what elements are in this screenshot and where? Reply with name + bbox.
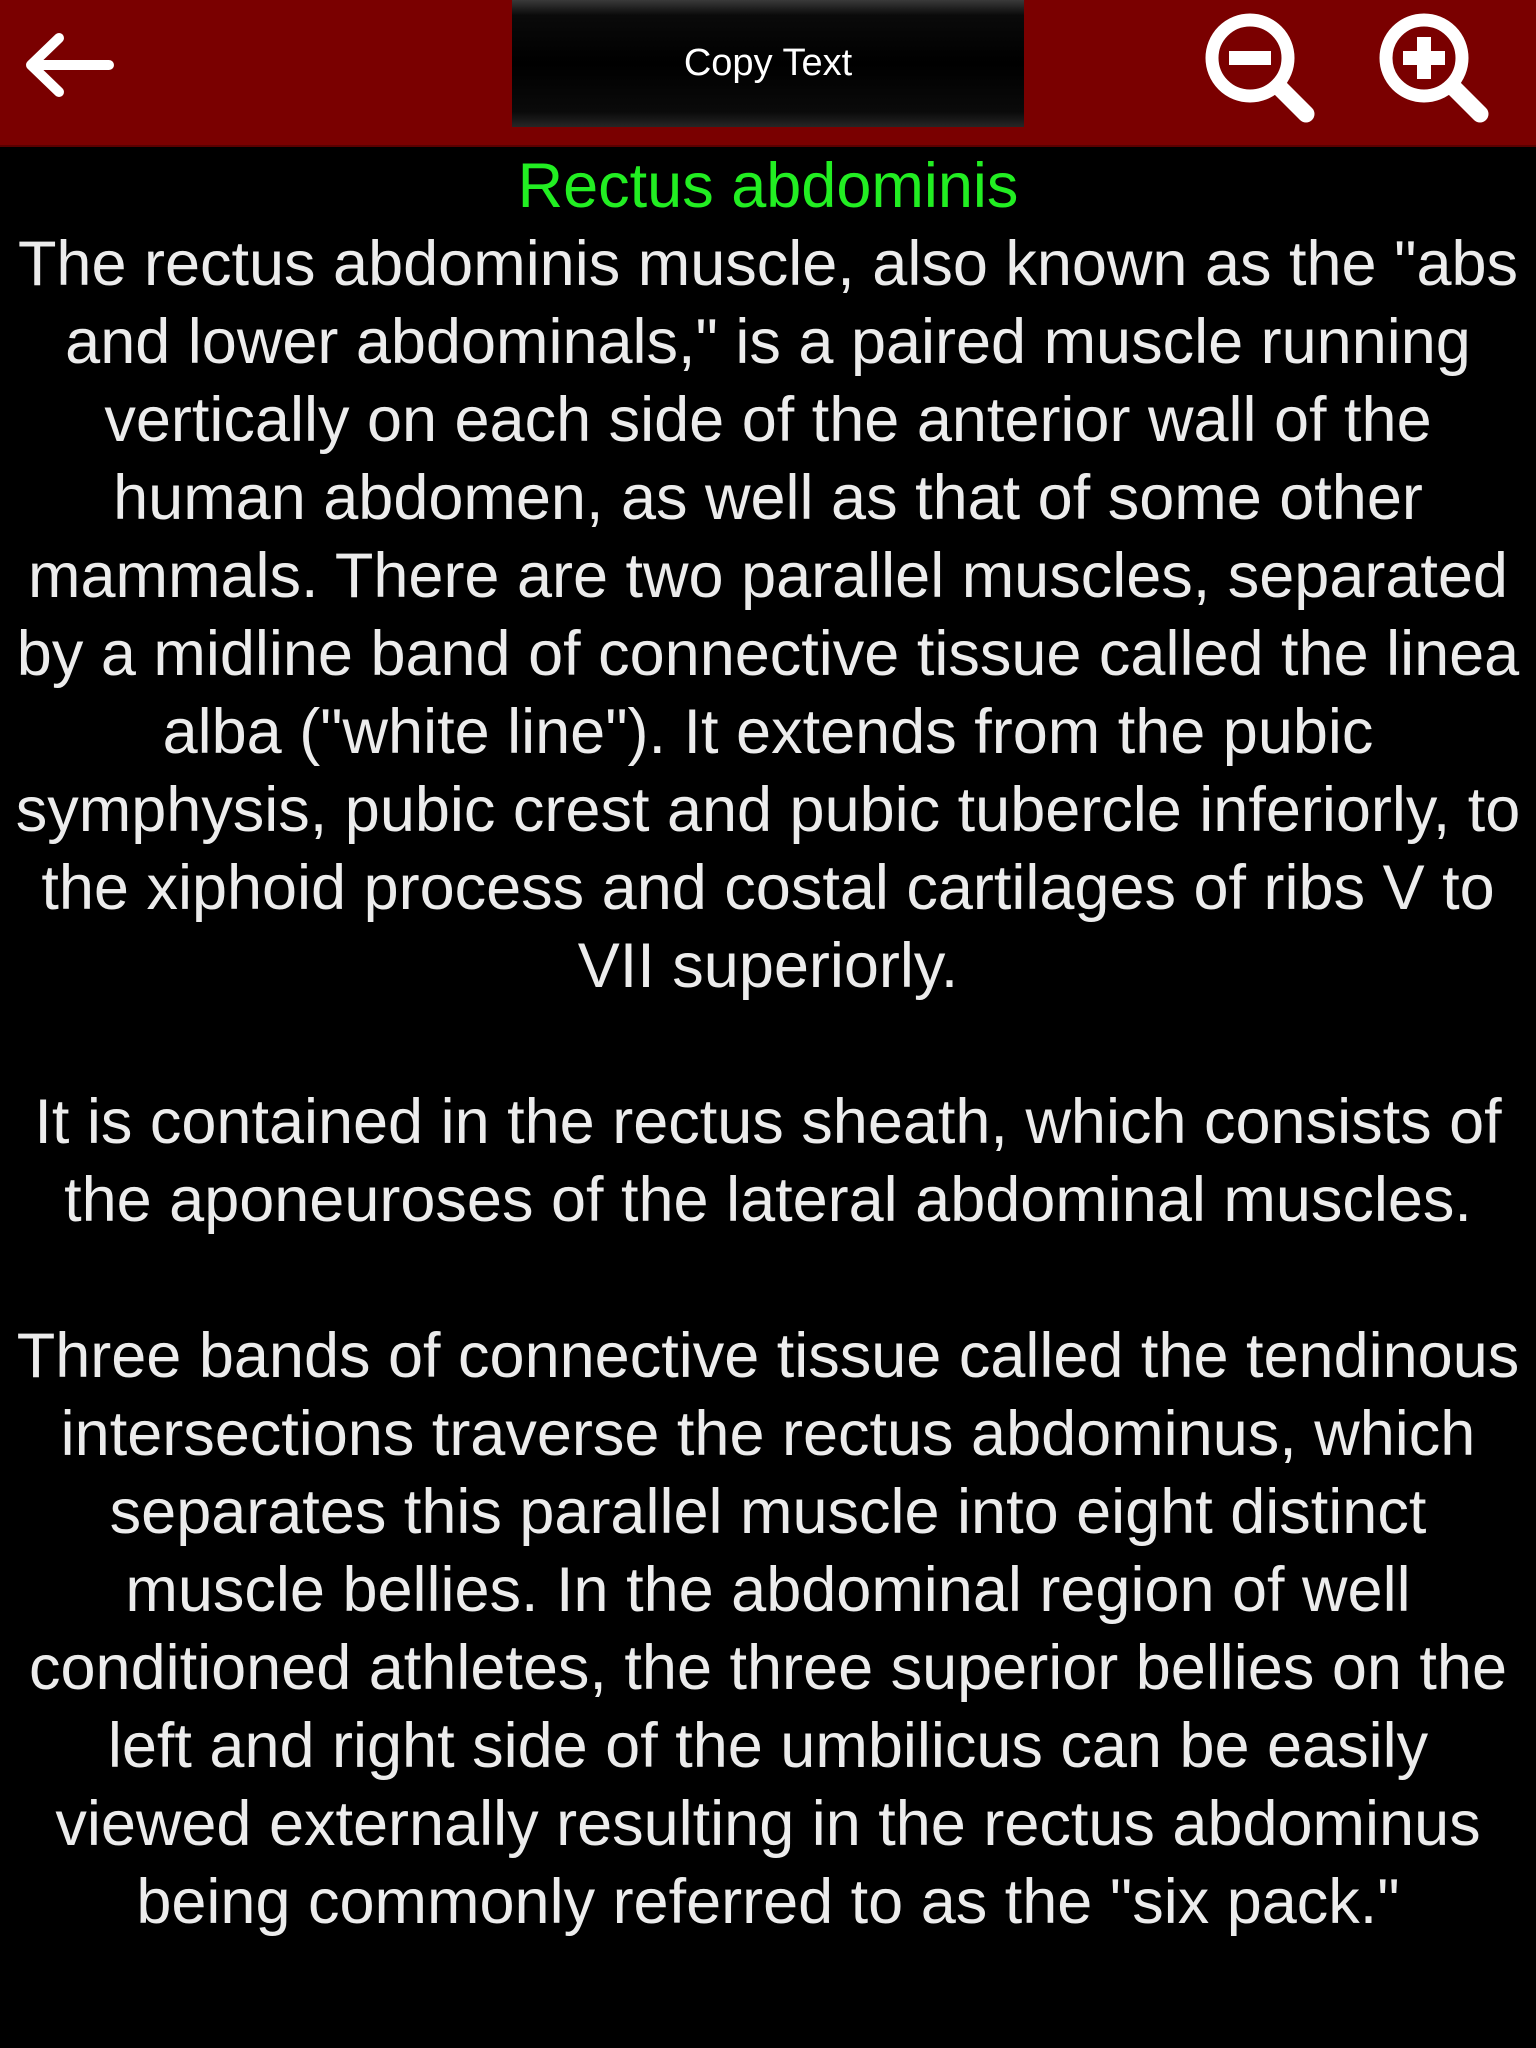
article-paragraph: The rectus abdominis muscle, also known as the "abs and lower abdominals," is a paired muscle running vertically on each side of the anterior wall of the human abdomen, as well as that of some other mammals. There are two parallel muscles, separated by a midline band of connective tissue called the linea alba ("white line"). It extends from the pubic symphysis, pubic crest and pubic tubercle inferiorly, to the xiphoid process and costal cartilages of ribs V to VII superiorly.	[15, 229, 1521, 1001]
paragraph-spacer	[0, 1005, 1536, 1083]
article-paragraph: It is contained in the rectus sheath, which consists of the aponeuroses of the lateral abdominal muscles.	[34, 1087, 1502, 1235]
copy-text-label: Copy Text	[683, 42, 853, 84]
zoom-in-button[interactable]	[1372, 6, 1496, 130]
article-title: Rectus abdominis	[517, 151, 1019, 221]
back-arrow-icon	[21, 30, 117, 100]
copy-text-button[interactable]	[512, 0, 1024, 127]
back-button[interactable]	[14, 20, 124, 110]
top-toolbar	[0, 0, 1536, 147]
zoom-out-icon	[1200, 8, 1320, 128]
zoom-in-icon	[1374, 8, 1494, 128]
paragraph-spacer	[0, 1239, 1536, 1317]
article-paragraph: Three bands of connective tissue called the tendinous intersections traverse the rectus abdominus, which separates this parallel muscle into eight distinct muscle bellies. In the abdominal region of well conditioned athletes, the three superior bellies on the left and right side of the umbilicus can be easily viewed externally resulting in the rectus abdominus being commonly referred to as the "six pack."	[16, 1321, 1520, 1937]
article-content[interactable]	[0, 147, 1536, 2048]
zoom-out-button[interactable]	[1198, 6, 1322, 130]
